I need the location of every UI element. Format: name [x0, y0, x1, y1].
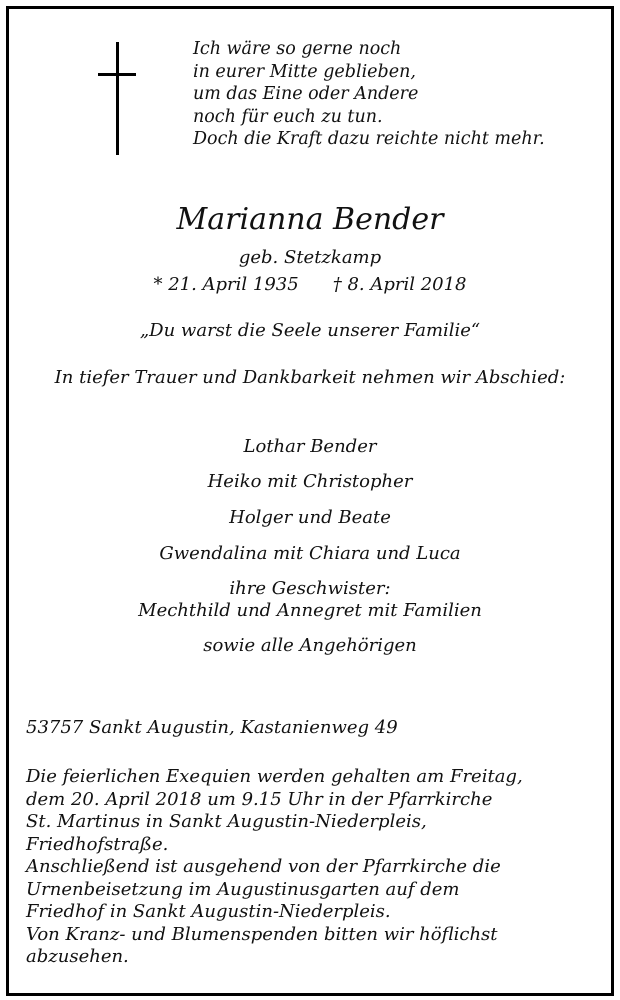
notice-line: Von Kranz- und Blumenspenden bitten wir höflichst [26, 923, 498, 945]
death-date: † 8. April 2018 [332, 274, 467, 295]
mourner-name: Heiko mit Christopher [207, 471, 413, 492]
cross-vertical-bar [116, 42, 119, 155]
farewell-text: In tiefer Trauer und Dankbarkeit nehmen wir Abschied: [54, 367, 566, 388]
poem-line: noch für euch zu tun. [193, 106, 383, 127]
birth-date: * 21. April 1935 [153, 274, 299, 295]
notice-line: Anschließend ist ausgehend von der Pfarrkirche die [26, 856, 501, 877]
poem-line: in eurer Mitte geblieben, [193, 61, 416, 82]
mourner-name: Holger und Beate [229, 507, 391, 528]
maiden-name: geb. Stetzkamp [238, 247, 382, 268]
notice-line: Friedhof in Sankt Augustin-Niederpleis. [26, 901, 391, 922]
relatives: sowie alle Angehörigen [203, 635, 417, 656]
notice-line: Friedhofstraße. [26, 833, 169, 855]
quote: „Du warst die Seele unserer Familie“ [139, 320, 481, 341]
mourner-name: Lothar Bender [243, 436, 377, 457]
obituary-card [6, 6, 614, 996]
notice-line: Urnenbeisetzung im Augustinusgarten auf dem [26, 878, 460, 900]
poem-line: Ich wäre so gerne noch [193, 39, 402, 59]
poem-line: Doch die Kraft dazu reichte nicht mehr. [193, 129, 545, 149]
notice-line: dem 20. April 2018 um 9.15 Uhr in der Pfarrkirche [26, 788, 493, 810]
siblings-names: Mechthild und Annegret mit Familien [138, 600, 482, 621]
poem [193, 38, 545, 151]
cross-horizontal-bar [98, 73, 136, 76]
funeral-notice [26, 766, 523, 969]
notice-line: St. Martinus in Sankt Augustin-Niederpleis, [26, 811, 427, 832]
address: 53757 Sankt Augustin, Kastanienweg 49 [26, 717, 398, 738]
notice-line: Die feierlichen Exequien werden gehalten am Freitag, [26, 766, 523, 787]
mourner-name: Gwendalina mit Chiara und Luca [159, 543, 461, 564]
poem-line: um das Eine oder Andere [193, 84, 419, 104]
life-dates [9, 274, 611, 296]
deceased-name: Marianna Bender [176, 202, 444, 237]
notice-line: abzusehen. [26, 946, 129, 967]
siblings-label: ihre Geschwister: [229, 578, 391, 599]
